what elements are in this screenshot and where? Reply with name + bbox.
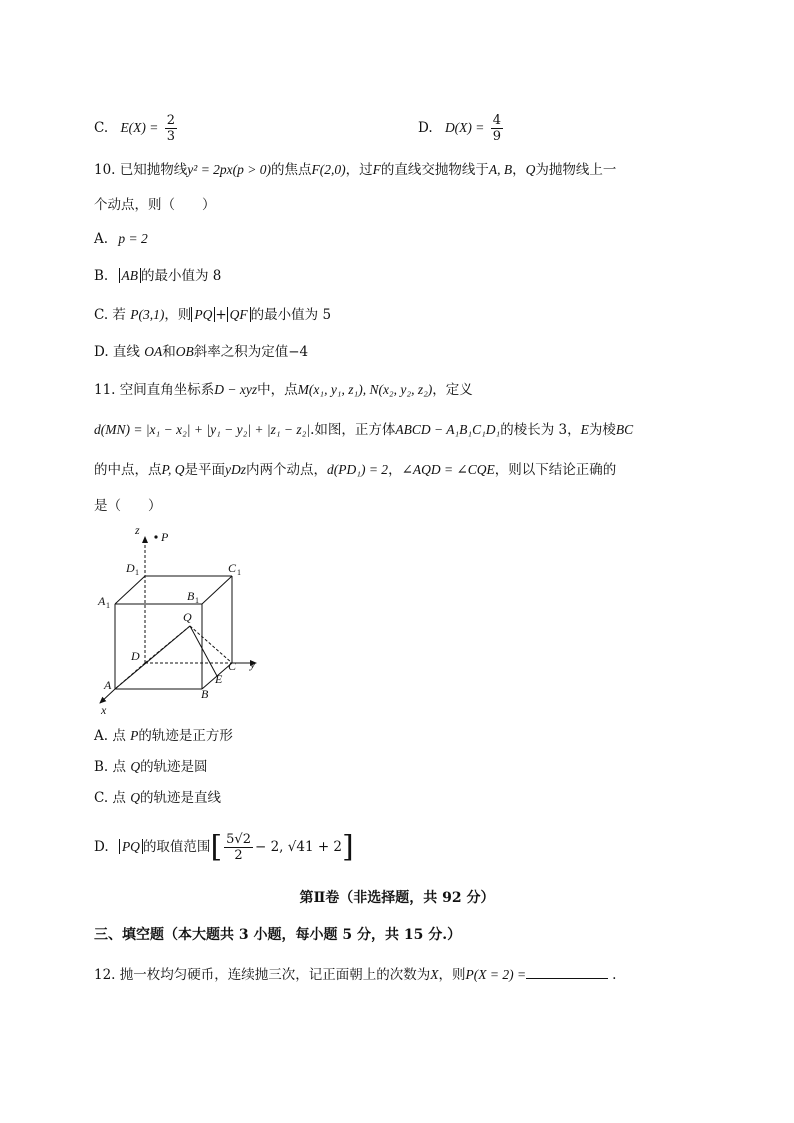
text: 为抛物线上一 bbox=[535, 162, 617, 178]
math-expression: p = 2 bbox=[118, 231, 148, 246]
math-expression: d(MN) = |x₁ − x₂| + |y₁ − y₂| + |z₁ − z₂| bbox=[94, 422, 311, 437]
math-expression: QF bbox=[227, 307, 251, 322]
text: 个动点，则（ ） bbox=[94, 197, 216, 213]
question-number: 10. bbox=[94, 162, 116, 178]
point-p bbox=[154, 535, 157, 538]
text: 的轨迹是直线 bbox=[139, 790, 221, 806]
math-expression: A, B bbox=[488, 162, 513, 177]
math-expression: E(X) = bbox=[120, 120, 159, 135]
fraction bbox=[224, 832, 253, 863]
question-number: 12. bbox=[94, 967, 116, 983]
math-expression: y² = 2px(p > 0) bbox=[187, 162, 272, 177]
edge-d1a1 bbox=[115, 576, 145, 604]
q11-option-c bbox=[94, 788, 221, 808]
option-label: C. 点 bbox=[94, 790, 126, 806]
math-expression: ABCD − A₁B₁C₁D₁ bbox=[395, 422, 501, 437]
math-expression: F(2,0) bbox=[311, 162, 346, 177]
text: 中，点 bbox=[257, 382, 298, 398]
left-bracket: [ bbox=[210, 829, 223, 865]
q10-stem-line1 bbox=[94, 160, 616, 180]
line-qa bbox=[115, 626, 190, 689]
option-label: D. 直线 bbox=[94, 344, 140, 360]
label-d: D bbox=[131, 649, 140, 663]
option-label: D. bbox=[418, 120, 433, 136]
text: 的最小值为 8 bbox=[141, 268, 222, 284]
line-qc bbox=[190, 626, 232, 663]
numerator: 5√2 bbox=[226, 832, 251, 847]
numerator: 4 bbox=[492, 113, 501, 128]
label-q: Q bbox=[183, 610, 192, 624]
text: 的轨迹是正方形 bbox=[138, 728, 233, 744]
math-expression: d(PD₁) = 2 bbox=[327, 462, 389, 477]
math-expression: AB bbox=[119, 268, 142, 283]
fraction bbox=[491, 113, 503, 144]
right-bracket: ] bbox=[342, 829, 354, 865]
math-expression: D − xyz bbox=[214, 382, 258, 397]
math-expression: OB bbox=[175, 344, 194, 359]
cube-figure bbox=[88, 522, 278, 718]
math-expression: −4 bbox=[288, 344, 309, 360]
text: 的中点，点 bbox=[94, 462, 162, 478]
math-expression: D(X) = bbox=[444, 120, 485, 135]
answer-blank[interactable] bbox=[526, 964, 608, 979]
text: 的取值范围 bbox=[142, 839, 211, 855]
math-expression: PQ bbox=[191, 307, 215, 322]
label-c: C bbox=[228, 659, 237, 673]
denominator: 9 bbox=[492, 129, 501, 144]
label-y: y bbox=[250, 657, 256, 671]
math-expression: PQ bbox=[119, 839, 143, 854]
denominator: 2 bbox=[234, 848, 243, 863]
q11-stem-line4 bbox=[94, 496, 162, 516]
math-expression: yDz bbox=[225, 462, 247, 477]
math-expression: Q bbox=[130, 790, 140, 805]
label-d1: D bbox=[126, 561, 135, 575]
question-number: 11. bbox=[94, 382, 116, 398]
q12-stem bbox=[94, 964, 616, 985]
text: ，过 bbox=[345, 162, 373, 178]
label-c1: C bbox=[228, 561, 237, 575]
option-label: B. bbox=[94, 268, 109, 284]
edge-c1b1 bbox=[202, 576, 232, 604]
option-label: B. 点 bbox=[94, 759, 127, 775]
math-expression: OA bbox=[144, 344, 163, 359]
text: 内两个动点， bbox=[246, 462, 328, 478]
math-expression: P(3,1) bbox=[130, 307, 165, 322]
q10-option-c bbox=[94, 305, 331, 325]
label-sub: 1 bbox=[195, 596, 199, 605]
label-p: P bbox=[161, 530, 169, 544]
math-expression: F bbox=[372, 162, 381, 177]
option-label: A. bbox=[94, 231, 109, 247]
text: ，定义 bbox=[432, 382, 473, 398]
option-label: A. 点 bbox=[94, 728, 126, 744]
text: 是（ ） bbox=[94, 498, 162, 514]
text: ， bbox=[512, 162, 526, 178]
text: ， bbox=[388, 462, 402, 478]
text: 抛一枚均匀硬币，连续抛三次，记正面朝上的次数为 bbox=[119, 967, 431, 983]
math-expression: BC bbox=[615, 422, 634, 437]
label-z: z bbox=[135, 523, 140, 537]
text: + bbox=[215, 307, 227, 323]
label-a1: A bbox=[98, 594, 106, 608]
q9-option-d bbox=[418, 113, 505, 144]
math-expression: P(X = 2) = bbox=[465, 967, 527, 982]
label-e: E bbox=[215, 672, 223, 686]
label-sub: 1 bbox=[135, 568, 139, 577]
label-b1: B bbox=[187, 589, 195, 603]
q11-option-d bbox=[94, 830, 354, 865]
math-expression: ∠AQD = ∠CQE bbox=[401, 462, 495, 477]
math-expression: X bbox=[430, 967, 439, 982]
q11-stem-line1 bbox=[94, 380, 473, 400]
math-expression: P bbox=[130, 728, 139, 743]
text: 的焦点 bbox=[271, 162, 312, 178]
text: 和 bbox=[162, 344, 176, 360]
part2-heading: 第Ⅱ卷（非选择题，共 92 分） bbox=[299, 890, 495, 906]
math-expression: − 2, √41 + 2 bbox=[254, 839, 343, 855]
label-sub: 1 bbox=[106, 601, 110, 610]
q10-option-b bbox=[94, 266, 221, 286]
label-a: A bbox=[104, 678, 112, 692]
q11-option-b bbox=[94, 757, 208, 777]
label-sub: 1 bbox=[237, 568, 241, 577]
numerator: 2 bbox=[166, 113, 175, 128]
text: 空间直角坐标系 bbox=[119, 382, 215, 398]
text: 是平面 bbox=[184, 462, 226, 478]
text: 的轨迹是圆 bbox=[140, 759, 208, 775]
option-label: C. bbox=[94, 120, 109, 136]
text: 为棱 bbox=[588, 422, 616, 438]
text: 已知抛物线 bbox=[119, 162, 188, 178]
math-expression: Q bbox=[525, 162, 536, 177]
math-expression: P, Q bbox=[161, 462, 185, 477]
label-b: B bbox=[201, 687, 209, 701]
denominator: 3 bbox=[166, 129, 175, 144]
q10-stem-line2 bbox=[94, 195, 216, 215]
math-expression: E bbox=[580, 422, 589, 437]
text: 的直线交抛物线于 bbox=[380, 162, 489, 178]
text: ，则以下结论正确的 bbox=[494, 462, 617, 478]
q10-option-d bbox=[94, 342, 308, 362]
math-expression: Q bbox=[130, 759, 141, 774]
line-qe bbox=[190, 626, 217, 676]
text: ，则 bbox=[164, 307, 192, 323]
q11-option-a bbox=[94, 726, 233, 746]
text: ，则 bbox=[438, 967, 466, 983]
fraction bbox=[165, 113, 177, 144]
q10-option-a bbox=[94, 229, 148, 249]
text: 斜率之积为定值 bbox=[193, 344, 289, 360]
option-label: D. bbox=[94, 839, 109, 855]
option-label: C. 若 bbox=[94, 307, 126, 323]
q11-stem-line3 bbox=[94, 460, 616, 480]
label-x: x bbox=[101, 703, 107, 717]
q11-stem-line2 bbox=[94, 420, 633, 440]
q9-option-c bbox=[94, 113, 179, 144]
math-expression: M(x₁, y₁, z₁), N(x₂, y₂, z₂) bbox=[297, 382, 433, 397]
text: 的棱长为 3， bbox=[500, 422, 581, 438]
section3-heading: 三、填空题（本大题共 3 小题，每小题 5 分，共 15 分.） bbox=[94, 927, 462, 943]
text: .如图，正方体 bbox=[310, 422, 396, 438]
text: . bbox=[612, 967, 617, 983]
text: 的最小值为 5 bbox=[250, 307, 332, 323]
